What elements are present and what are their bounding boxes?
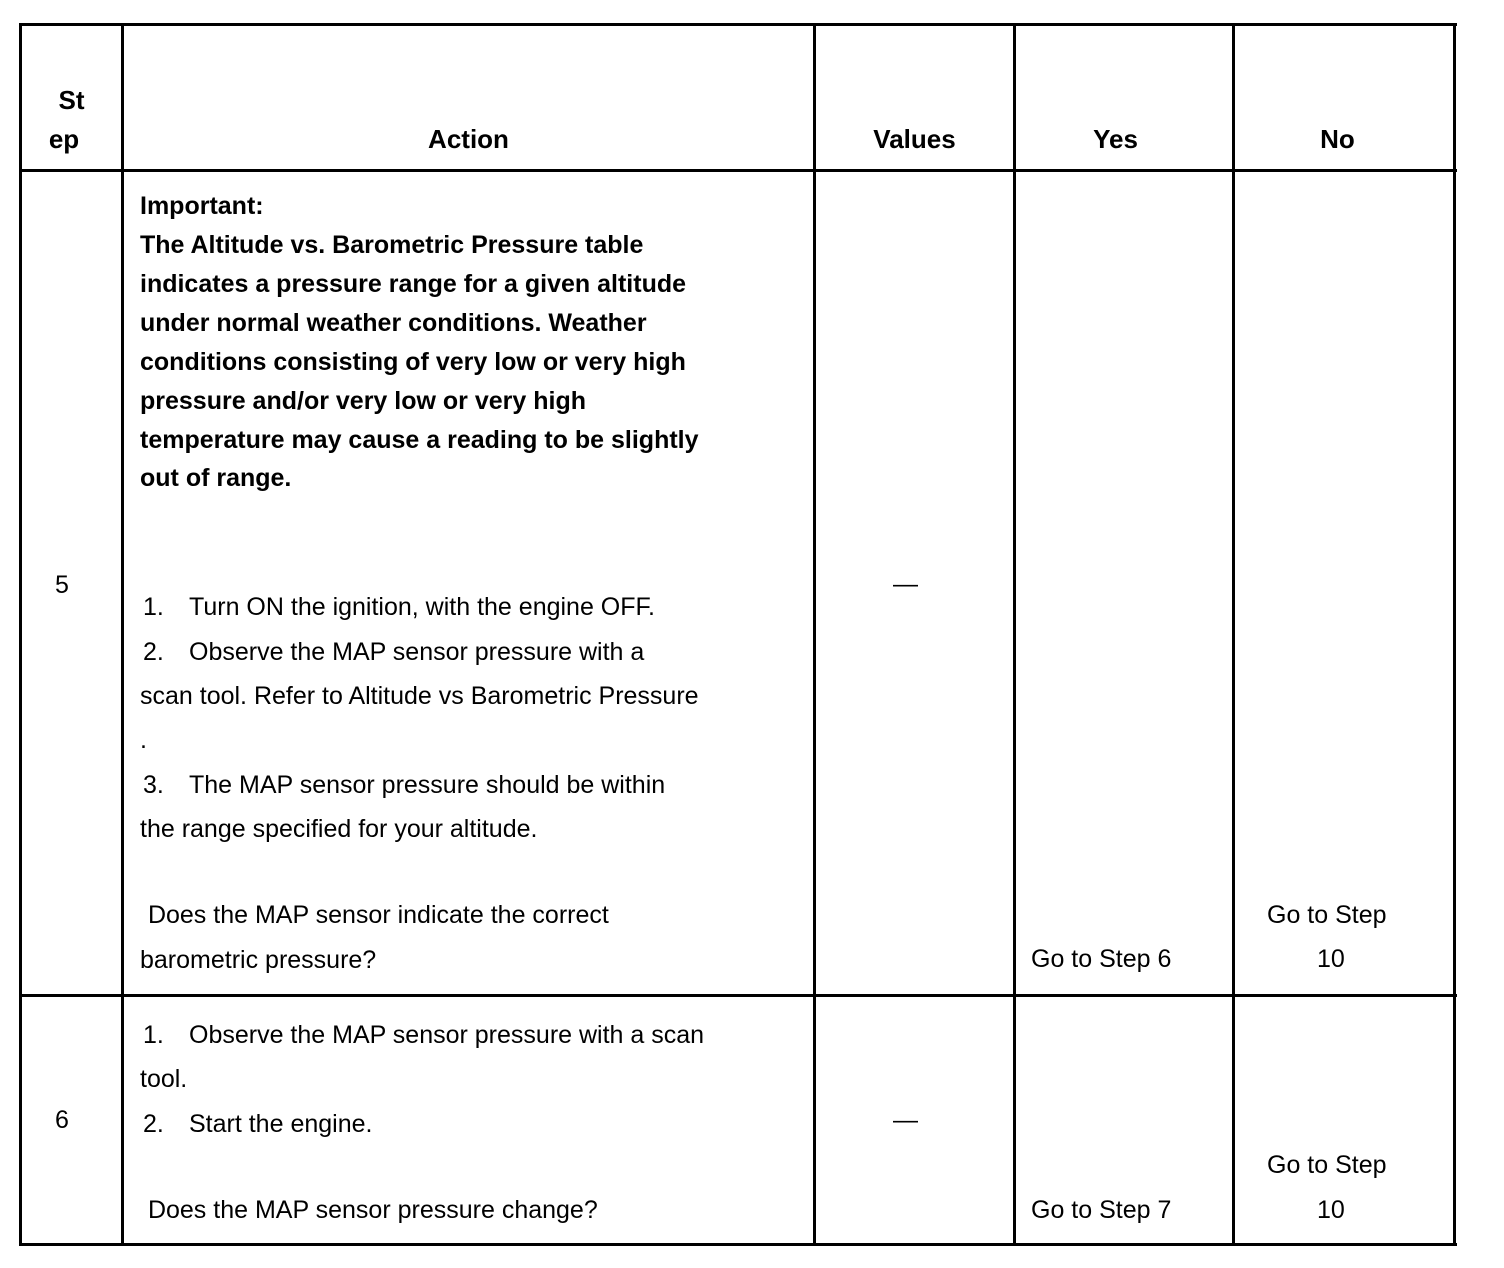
header-no: No — [1320, 124, 1355, 154]
table-border-right — [1453, 23, 1456, 1246]
procedure-step-continuation: the range specified for your altitude. — [140, 815, 538, 843]
procedure-step-continuation: scan tool. Refer to Altitude vs Barometric Pressure — [140, 682, 699, 710]
important-text-line: temperature may cause a reading to be slightly — [140, 426, 699, 454]
procedure-step — [140, 595, 655, 620]
no-cell-line2: 10 — [1317, 945, 1345, 973]
header-divider — [20, 169, 1457, 172]
procedure-step-continuation: . — [140, 726, 147, 754]
important-text-line: The Altitude vs. Barometric Pressure table — [140, 231, 644, 259]
step-number: 6 — [55, 1106, 69, 1134]
column-divider-values — [1013, 23, 1016, 1246]
yes-cell: Go to Step 7 — [1031, 1196, 1172, 1224]
procedure-step-number: 3. — [143, 771, 164, 799]
procedure-step-continuation: tool. — [140, 1065, 188, 1093]
table-border-left — [19, 23, 22, 1246]
row-divider — [20, 994, 1457, 997]
header-action: Action — [428, 124, 509, 154]
important-text-line: under normal weather conditions. Weather — [140, 309, 647, 337]
procedure-step-text: The MAP sensor pressure should be within — [189, 771, 666, 799]
procedure-step-text: Observe the MAP sensor pressure with a scan — [189, 1021, 705, 1049]
procedure-step-number: 1. — [143, 1021, 164, 1049]
no-cell-line1: Go to Step — [1267, 1151, 1387, 1179]
procedure-step-text: Start the engine. — [189, 1110, 373, 1138]
step-number: 5 — [55, 571, 69, 599]
procedure-step — [140, 1112, 372, 1137]
values-cell: — — [893, 1106, 918, 1134]
no-cell-line1: Go to Step — [1267, 901, 1387, 929]
table-border-top — [20, 23, 1457, 26]
header-step-line2: ep — [48, 124, 80, 154]
yes-cell: Go to Step 6 — [1031, 945, 1172, 973]
procedure-step-text: Observe the MAP sensor pressure with a — [189, 638, 645, 666]
procedure-step-text: Turn ON the ignition, with the engine OFF. — [189, 593, 655, 621]
column-divider-yes — [1232, 23, 1235, 1246]
header-values: Values — [873, 124, 956, 154]
table-border-bottom — [20, 1243, 1457, 1246]
procedure-step — [140, 1023, 704, 1048]
important-text-line: indicates a pressure range for a given altitude — [140, 270, 687, 298]
header-step-line1: St — [58, 85, 85, 115]
important-text-line: pressure and/or very low or very high — [140, 387, 586, 415]
procedure-step-number: 2. — [143, 638, 164, 666]
question-text: Does the MAP sensor indicate the correct — [141, 901, 609, 929]
values-cell: — — [893, 570, 918, 598]
column-divider-step — [121, 23, 124, 1246]
important-text-line: conditions consisting of very low or very high — [140, 348, 686, 376]
procedure-step — [140, 640, 644, 665]
question-text: Does the MAP sensor pressure change? — [141, 1196, 598, 1224]
procedure-step-number: 1. — [143, 593, 164, 621]
procedure-step-number: 2. — [143, 1110, 164, 1138]
question-text: barometric pressure? — [140, 946, 377, 974]
column-divider-action — [813, 23, 816, 1246]
header-yes: Yes — [1093, 124, 1138, 154]
important-label: Important: — [140, 192, 264, 220]
no-cell-line2: 10 — [1317, 1196, 1345, 1224]
procedure-step — [140, 773, 665, 798]
important-text-line: out of range. — [140, 464, 292, 492]
